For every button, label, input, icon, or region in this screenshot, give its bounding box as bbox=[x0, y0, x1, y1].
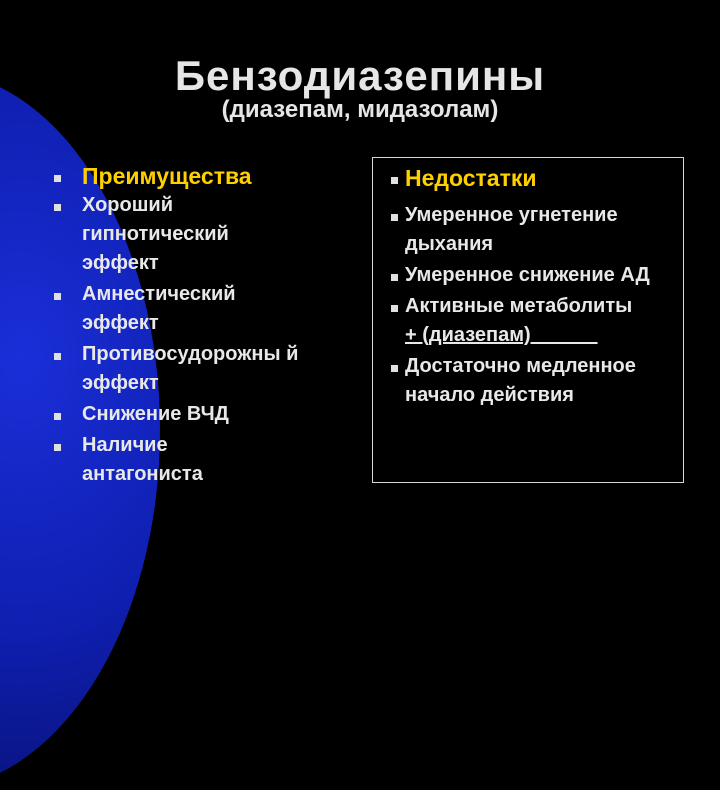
list-item-text: Амнестический эффект bbox=[82, 283, 236, 334]
square-bullet-icon bbox=[54, 204, 61, 211]
list-item-text: Хороший гипнотический эффект bbox=[82, 194, 229, 274]
square-bullet-icon bbox=[391, 305, 398, 312]
disadvantages-box bbox=[372, 157, 684, 483]
list-item bbox=[48, 431, 363, 489]
list-item bbox=[373, 292, 683, 350]
list-item-text: Наличие антагониста bbox=[82, 434, 203, 485]
square-bullet-icon bbox=[54, 293, 61, 300]
square-bullet-icon bbox=[391, 274, 398, 281]
advantages-heading bbox=[48, 162, 363, 191]
advantages-heading-text: Преимущества bbox=[82, 163, 252, 189]
square-bullet-icon bbox=[54, 413, 61, 420]
square-bullet-icon bbox=[54, 444, 61, 451]
list-item bbox=[48, 340, 363, 398]
list-item bbox=[373, 261, 683, 290]
list-item-text: Снижение ВЧД bbox=[82, 403, 229, 425]
square-bullet-icon bbox=[391, 365, 398, 372]
disadvantages-heading bbox=[373, 164, 683, 193]
square-bullet-icon bbox=[391, 177, 398, 184]
slide-subtitle: (диазепам, мидазолам) bbox=[221, 96, 499, 123]
list-item bbox=[48, 191, 363, 278]
disadvantages-heading-text: Недостатки bbox=[405, 165, 537, 191]
list-item bbox=[48, 280, 363, 338]
square-bullet-icon bbox=[54, 175, 61, 182]
square-bullet-icon bbox=[54, 353, 61, 360]
list-item-text: Противосудорожны й эффект bbox=[82, 343, 299, 394]
square-bullet-icon bbox=[391, 214, 398, 221]
metabolites-note: + (диазепам)______ bbox=[405, 324, 598, 346]
list-item-text: Активные метаболиты bbox=[405, 295, 633, 317]
advantages-column bbox=[48, 162, 363, 491]
list-item bbox=[48, 400, 363, 429]
list-item bbox=[373, 352, 683, 410]
list-item-text: Достаточно медленное начало действия bbox=[405, 355, 636, 406]
list-item-text: Умеренное угнетение дыхания bbox=[405, 204, 618, 255]
list-item bbox=[373, 201, 683, 259]
disadvantages-list bbox=[373, 164, 683, 410]
slide-title: Бензодиазепины bbox=[174, 52, 546, 99]
list-item-text: Умеренное снижение АД bbox=[405, 264, 650, 286]
advantages-list bbox=[48, 162, 363, 489]
